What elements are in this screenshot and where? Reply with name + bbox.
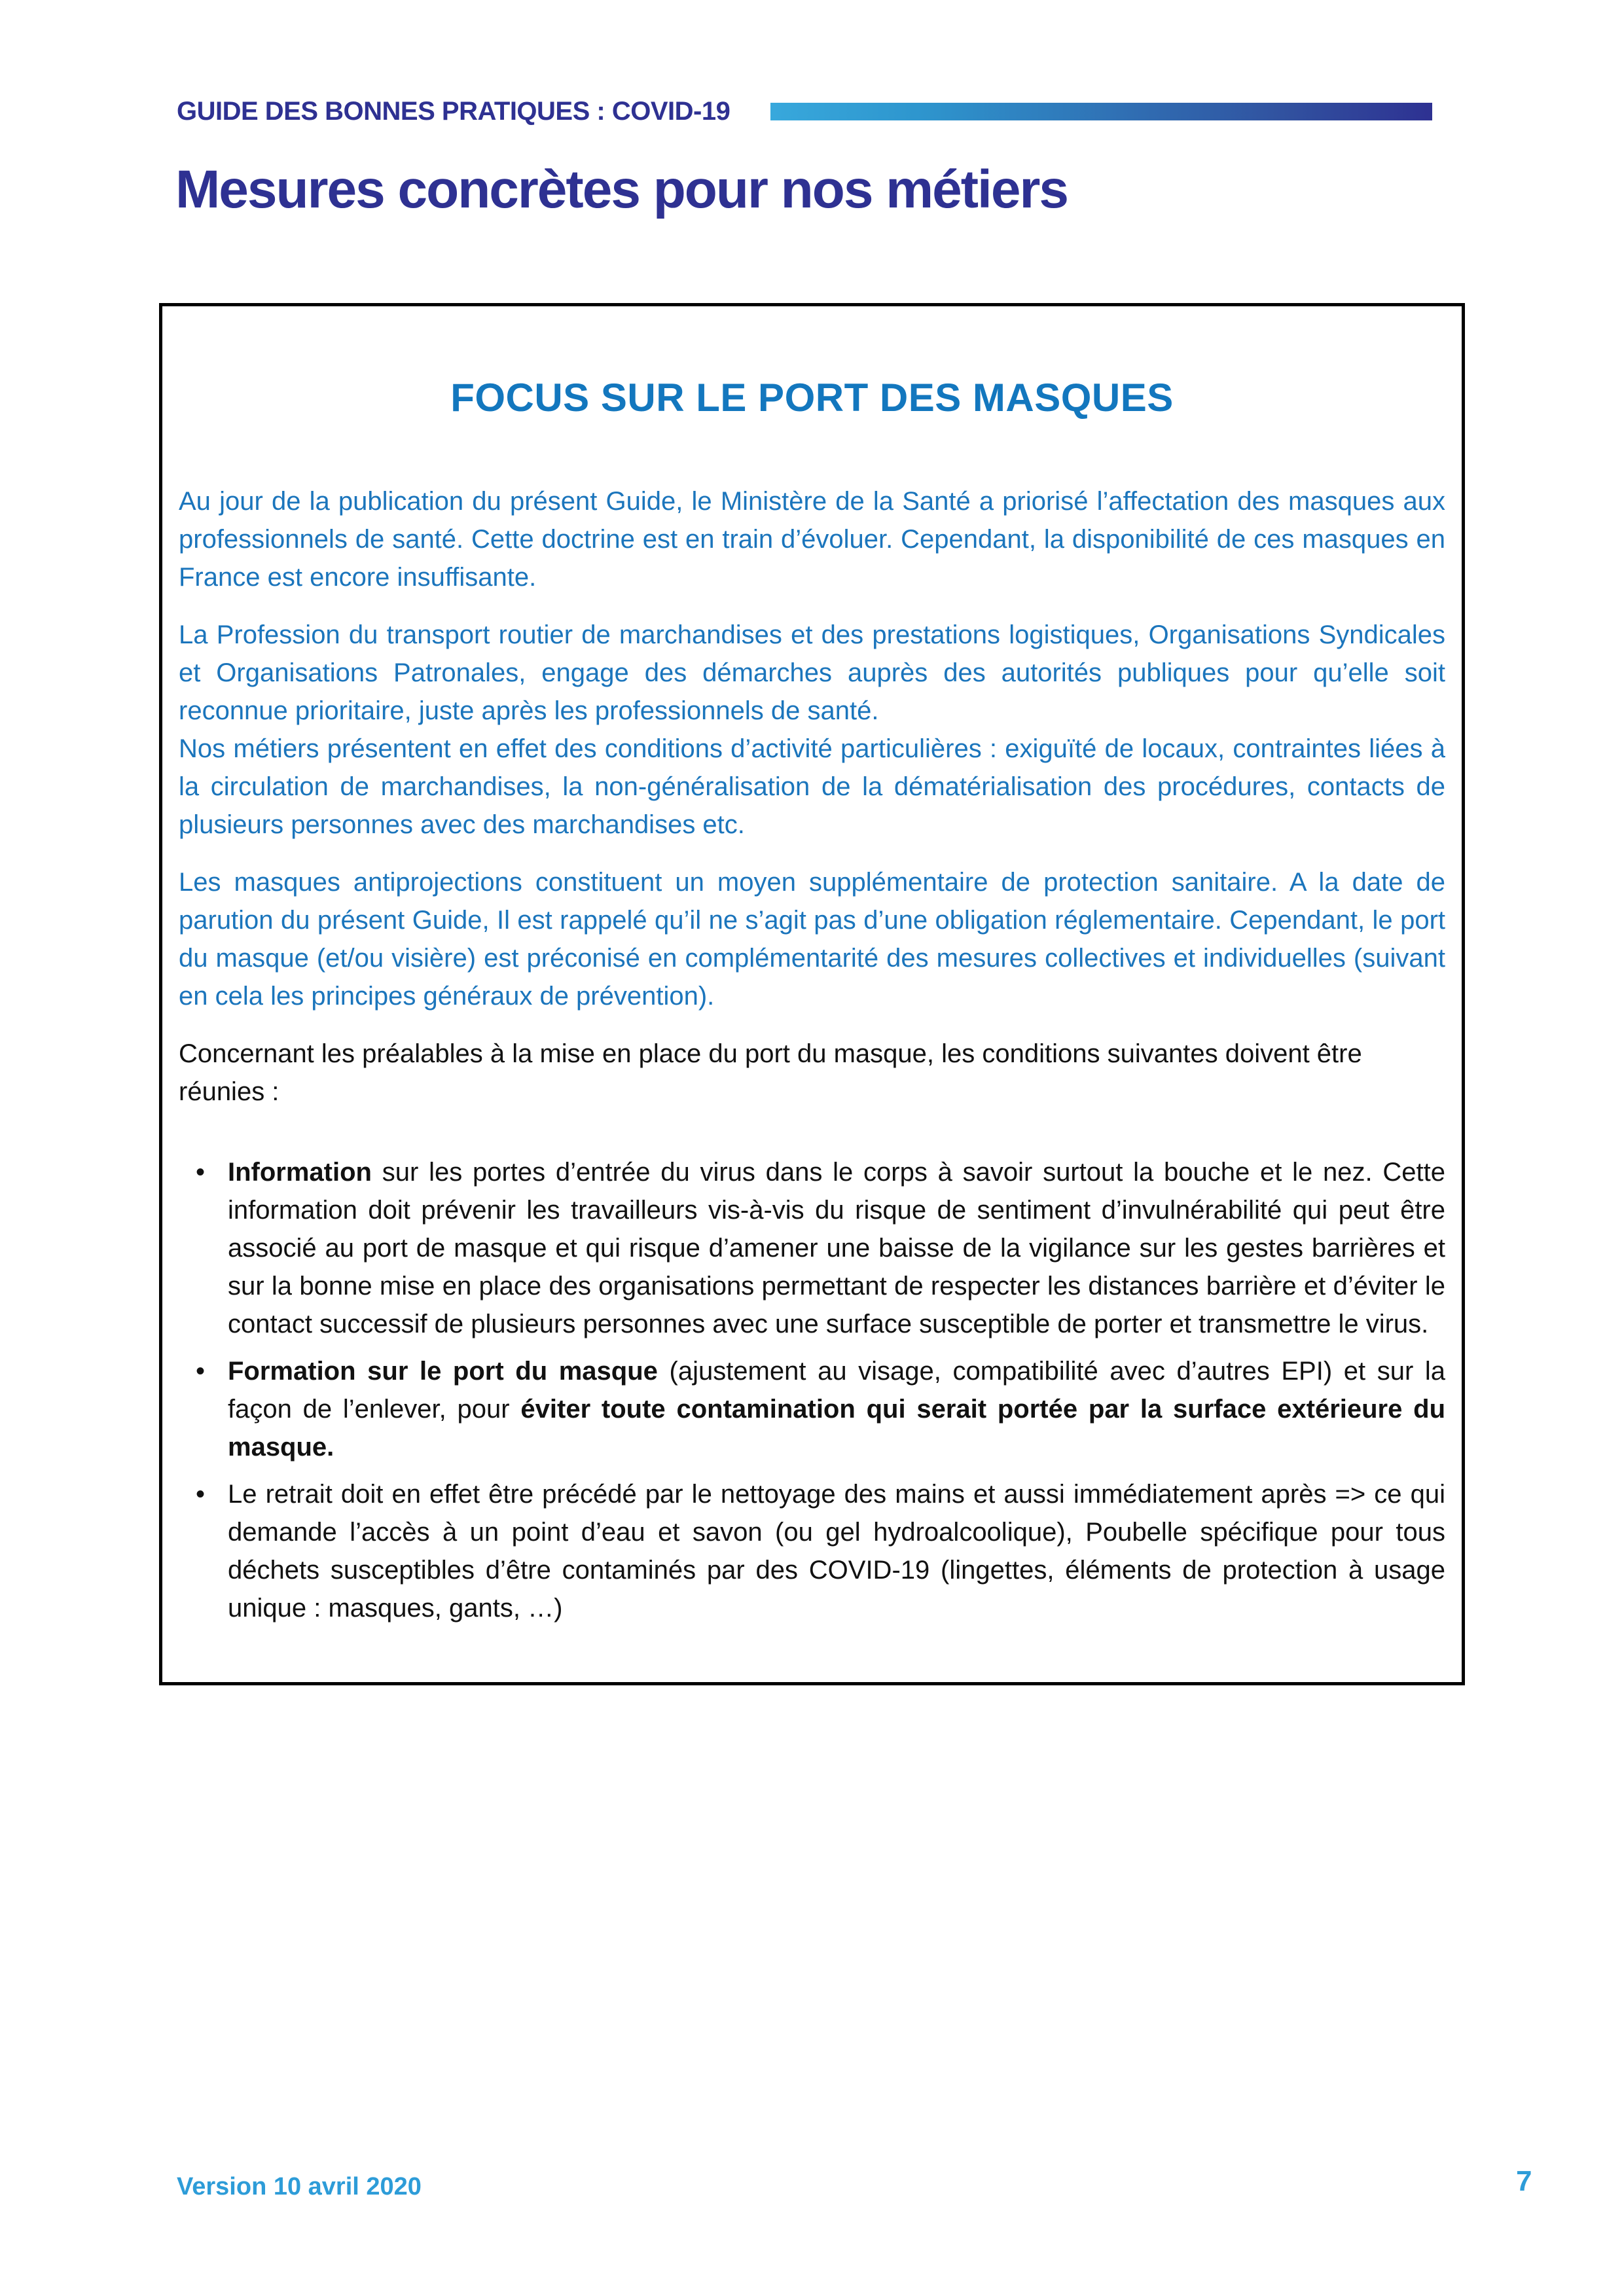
text-segment: (ajustement au visage, compatibilité avec d’autres EPI) et sur la façon de l’enlever, pour [228,1357,1445,1424]
blue-paragraph-metiers: Nos métiers présentent en effet des conditions d’activité particulières : exiguïté de locaux, contraintes liées à la circulation de marchandises, la non-généralisation de la dématérialisation des procédures, contacts de plusieurs personnes avec des marchandises etc. [179,734,1445,840]
text-segment: Le retrait doit en effet être précédé par le nettoyage des mains et aussi immédiatement après => ce qui demande l’accès à un point d’eau et savon (ou gel hydroalcoolique), Poubelle spécifique pour tous déchets susceptibles d’être contaminés par des COVID-19 (lingettes, éléments de protection à usage unique : masques, gants, …) [228,1480,1445,1623]
header-gradient-bar [770,103,1432,120]
header-title: GUIDE DES BONNES PRATIQUES : COVID-19 [177,97,731,126]
bullet-item-retrait [179,1475,1445,1627]
text-segment: Information [228,1158,372,1187]
page-header [177,97,1432,126]
bullet-item-formation [179,1352,1445,1466]
footer-page-number: 7 [1516,2165,1532,2197]
text-segment: Formation sur le port du masque [228,1357,658,1386]
blue-paragraph-masques: Les masques antiprojections constituent un moyen supplémentaire de protection sanitaire. A la date de parution du présent Guide, Il est rappelé qu’il ne s’agit pas d’une obligation réglementaire. Cependant, le port du masque (et/ou visière) est préconisé en complémentarité des mesures collectives et individuelles (suivant en cela les principes généraux de prévention). [179,868,1445,1011]
blue-paragraph-profession: La Profession du transport routier de marchandises et des prestations logistiques, Organisations Syndicales et Organisations Patronales, engage des démarches auprès des autorités publiques pour qu’elle soit reconnue prioritaire, juste après les professionnels de santé. [179,620,1445,726]
bullet-item-information [179,1153,1445,1343]
focus-box [159,303,1465,1685]
page-title: Mesures concrètes pour nos métiers [175,160,1068,219]
blue-paragraph-affectation: Au jour de la publication du présent Guide, le Ministère de la Santé a priorisé l’affectation des masques aux professionnels de santé. Cette doctrine est en train d’évoluer. Cependant, la disponibilité de ces masques en France est encore insuffisante. [179,487,1445,592]
bullet-list [179,1153,1445,1627]
text-segment: éviter toute contamination qui serait portée par la surface extérieure du masque. [228,1395,1446,1462]
focus-box-heading: FOCUS SUR LE PORT DES MASQUES [450,376,1174,420]
intro-paragraph: Concernant les préalables à la mise en place du port du masque, les conditions suivantes doivent être réunies : [179,1039,1362,1107]
footer-version-label: Version 10 avril 2020 [177,2173,422,2200]
text-segment: sur les portes d’entrée du virus dans le corps à savoir surtout la bouche et le nez. Cette information doit prévenir les travailleurs vis-à-vis du risque de sentiment d’invulnérabilité qui peut être associé au port de masque et qui risque d’amener une baisse de la vigilance sur les gestes barrières et sur la bonne mise en place des organisations permettant de respecter les distances barrière et d’éviter le contact successif de plusieurs personnes avec une surface susceptible de porter et transmettre le virus. [228,1158,1445,1339]
